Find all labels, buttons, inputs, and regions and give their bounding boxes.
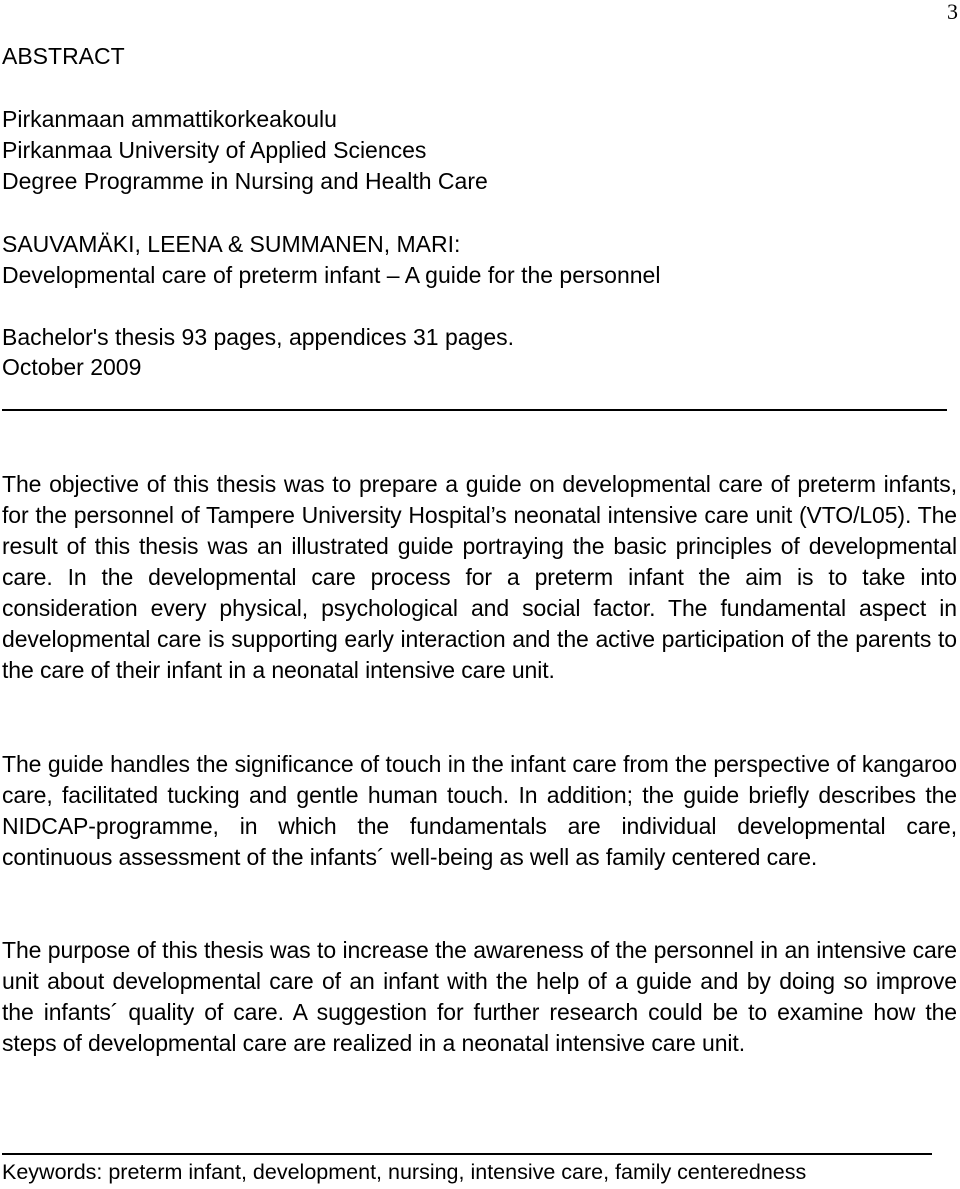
keywords: Keywords: preterm infant, development, nursing, intensive care, family centeredness [2,1160,807,1184]
abstract-paragraph-3: The purpose of this thesis was to increase the awareness of the personnel in an intensive care unit about developmental care of an infant with the help of a guide and by doing so improve the infants´ quality of care. A suggestion for further research could be to examine how the steps of developmental care are realized in a neonatal intensive care unit. [2,937,957,1056]
institution-finnish: Pirkanmaan ammattikorkeakoulu [2,106,337,132]
top-divider [2,409,947,411]
abstract-paragraph-1: The objective of this thesis was to prepare a guide on developmental care of preterm infants, for the personnel of Tampere University Hospital’s neonatal intensive care unit (VTO/L05). The result of this thesis was an illustrated guide portraying the basic principles of developmental care. In the developmental care process for a preterm infant the aim is to take into consideration every physical, psychological and social factor. The fundamental aspect in developmental care is supporting early interaction and the active participation of the parents to the care of their infant in a neonatal intensive care unit. [2,471,957,683]
thesis-title: Developmental care of preterm infant – A guide for the personnel [2,262,661,288]
page-number: 3 [947,0,958,24]
thesis-pages: Bachelor's thesis 93 pages, appendices 31 pages. [2,324,515,350]
abstract-heading: ABSTRACT [2,43,125,69]
abstract-paragraph-2: The guide handles the significance of touch in the infant care from the perspective of kangaroo care, facilitated tucking and gentle human touch. In addition; the guide briefly describes the NIDCAP-programme, in which the fundamentals are individual developmental care, continuous assessment of the infants´ well-being as well as family centered care. [2,751,957,870]
degree-programme: Degree Programme in Nursing and Health Care [2,168,488,194]
bottom-divider [2,1153,932,1155]
thesis-date: October 2009 [2,354,142,380]
thesis-authors: SAUVAMÄKI, LEENA & SUMMANEN, MARI: [2,231,461,257]
institution-english: Pirkanmaa University of Applied Sciences [2,137,427,163]
